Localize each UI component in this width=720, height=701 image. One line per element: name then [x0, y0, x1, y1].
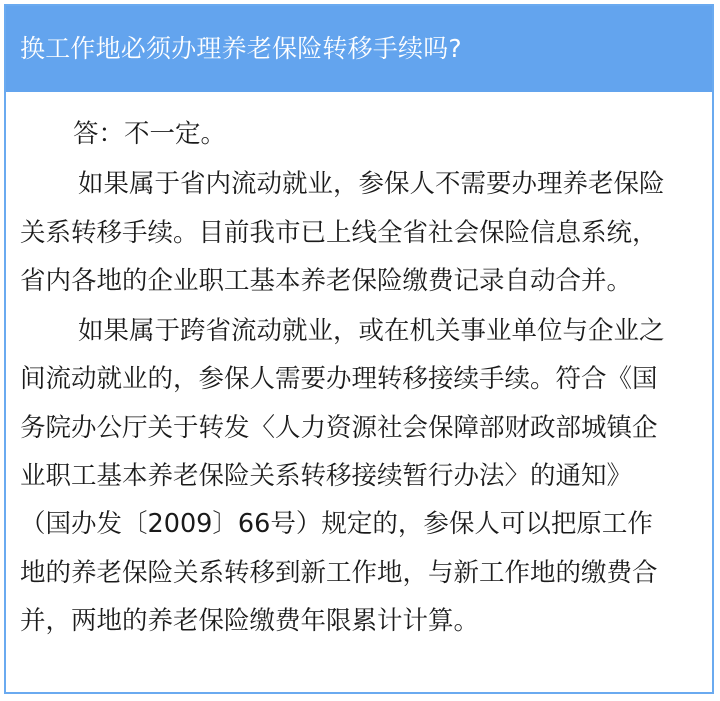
paragraph-line: 省内各地的企业职工基本养老保险缴费记录自动合并。 [20, 265, 633, 296]
paragraph-line: 关系转移手续。目前我市已上线全省社会保险信息系统， [20, 217, 658, 248]
faq-card [4, 4, 714, 694]
paragraph-line: 并，两地的养老保险缴费年限累计计算。 [20, 605, 480, 636]
question-title: 换工作地必须办理养老保险转移手续吗? [20, 34, 462, 63]
paragraph-line: 地的养老保险关系转移到新工作地，与新工作地的缴费合 [20, 557, 658, 588]
paragraph-line: 业职工基本养老保险关系转移接续暂行办法〉的通知》 [20, 461, 633, 492]
answer-summary [20, 110, 692, 158]
paragraph-line: （国办发〔2009〕66号）规定的，参保人可以把原工作 [20, 509, 653, 540]
answer-body [6, 92, 712, 645]
answer-line: 答：不一定。 [73, 119, 227, 149]
paragraph-line: 间流动就业的，参保人需要办理转移接续手续。符合《国 [20, 364, 658, 395]
paragraph-intra-province [20, 160, 692, 305]
paragraph-line: 如果属于跨省流动就业，或在机关事业单位与企业之 [78, 316, 665, 347]
paragraph-line: 如果属于省内流动就业，参保人不需要办理养老保险 [78, 169, 665, 200]
paragraph-inter-province [20, 307, 692, 645]
paragraph-line: 务院办公厅关于转发〈人力资源社会保障部财政部城镇企 [20, 412, 658, 443]
question-header [6, 6, 712, 92]
